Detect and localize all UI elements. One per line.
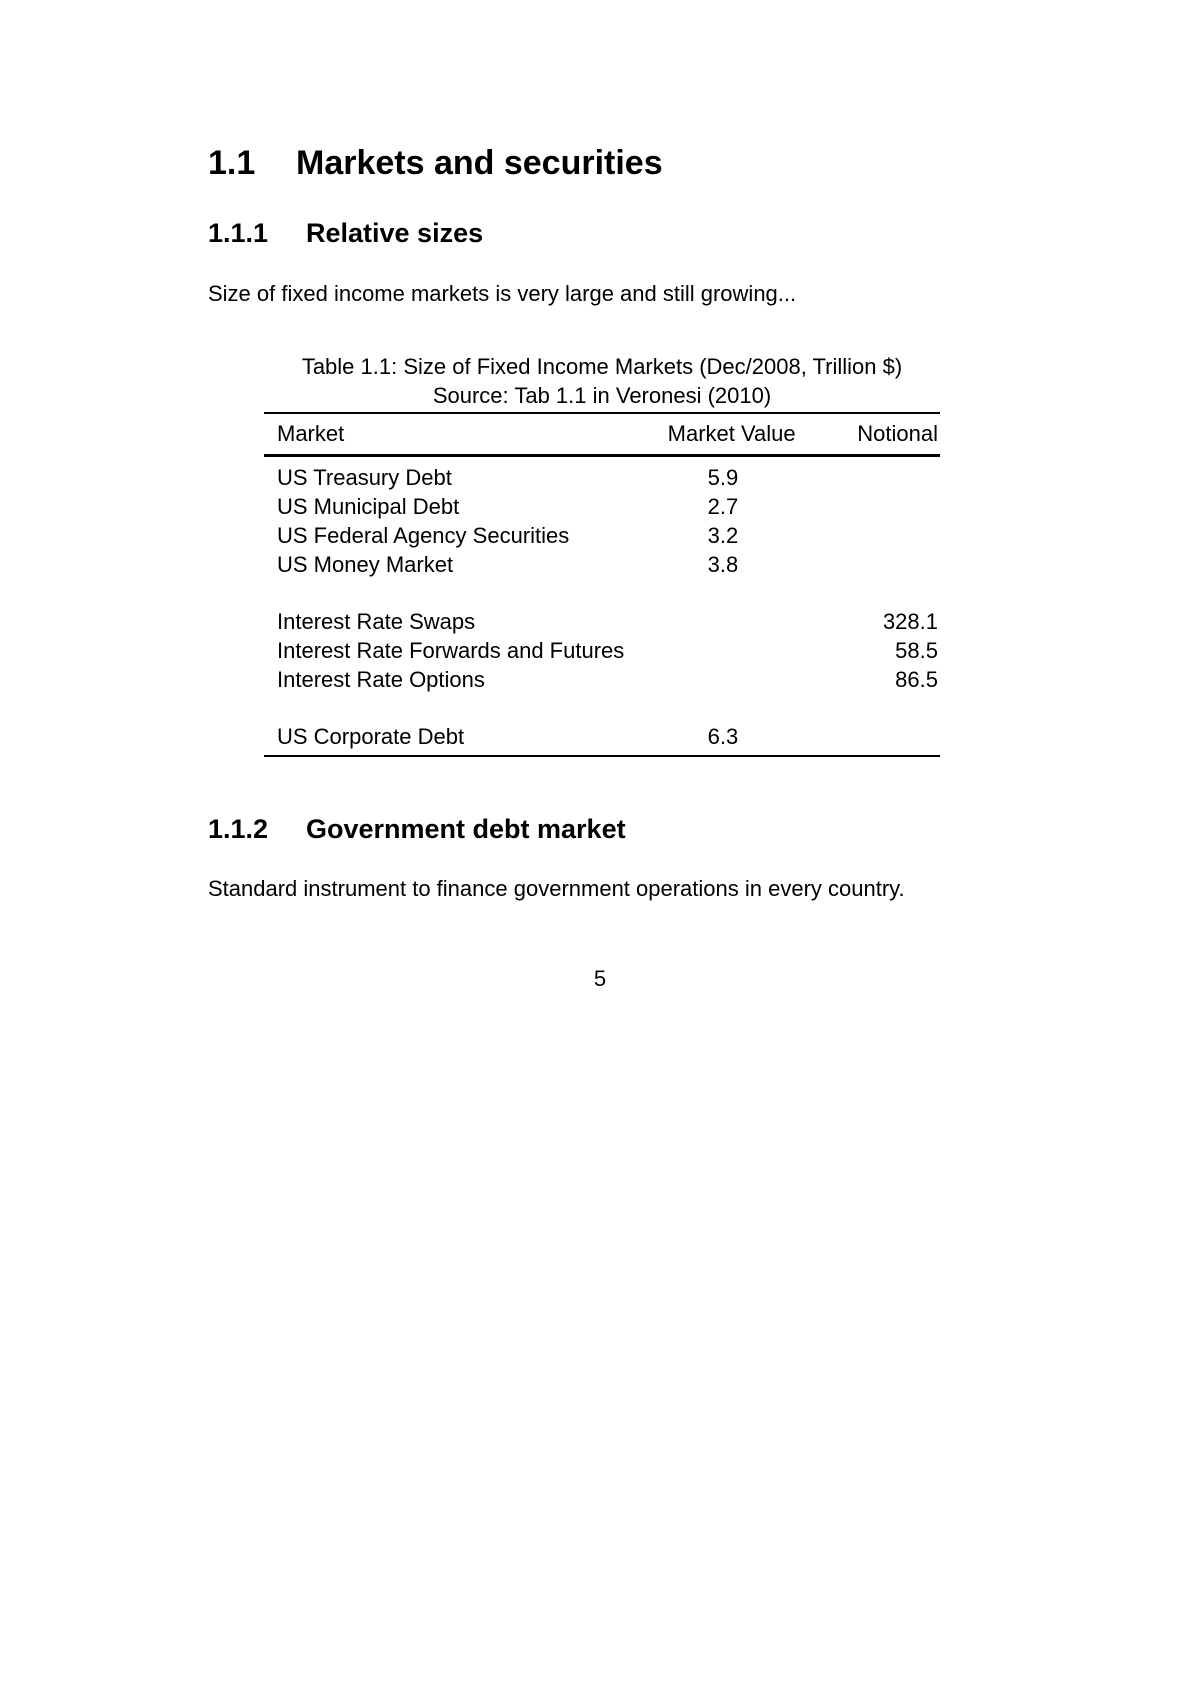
cell-market: Interest Rate Swaps	[277, 609, 476, 634]
table-header-row	[264, 413, 940, 456]
cell-market: US Municipal Debt	[277, 494, 460, 519]
table-row	[264, 665, 940, 694]
cell-market-value: 5.9	[707, 465, 739, 490]
cell-market: US Treasury Debt	[277, 465, 452, 490]
cell-notional	[840, 521, 940, 550]
header-notional: Notional	[857, 421, 938, 446]
section-heading	[208, 144, 663, 183]
header-market: Market	[277, 421, 345, 446]
table-caption-source: Source: Tab 1.1 in Veronesi (2010)	[432, 383, 772, 408]
subsection-heading-government-debt	[208, 814, 626, 845]
table	[264, 412, 940, 757]
table-caption-title: Table 1.1: Size of Fixed Income Markets (Dec/2008, Trillion $)	[301, 354, 903, 379]
table-row	[264, 636, 940, 665]
cell-notional	[840, 722, 940, 756]
cell-notional: 58.5	[895, 638, 938, 663]
paragraph-relative-sizes: Size of fixed income markets is very large and still growing...	[208, 281, 797, 306]
cell-notional: 328.1	[882, 609, 938, 634]
cell-market: Interest Rate Options	[277, 667, 485, 692]
cell-notional	[840, 550, 940, 579]
cell-market: US Money Market	[277, 552, 454, 577]
table-row	[264, 607, 940, 636]
subsection-number: 1.1.2	[208, 814, 269, 844]
spacer-cell	[264, 579, 940, 607]
section-number: 1.1	[208, 144, 256, 182]
cell-market-value	[668, 665, 840, 694]
table-spacer-row	[264, 579, 940, 607]
cell-market-value: 2.7	[707, 494, 739, 519]
cell-market-value: 3.8	[707, 552, 739, 577]
spacer-cell	[264, 694, 940, 722]
subsection-title: Government debt market	[306, 814, 626, 844]
table-spacer-row	[264, 694, 940, 722]
cell-notional	[840, 492, 940, 521]
fixed-income-table	[264, 412, 940, 757]
table-row	[264, 492, 940, 521]
cell-market: Interest Rate Forwards and Futures	[277, 638, 625, 663]
cell-market-value: 6.3	[707, 724, 739, 749]
table-row	[264, 550, 940, 579]
table-row	[264, 456, 940, 493]
subsection-title: Relative sizes	[306, 218, 484, 248]
paragraph-government-debt: Standard instrument to finance government operations in every country.	[208, 876, 905, 901]
table-row	[264, 521, 940, 550]
cell-market-value	[668, 636, 840, 665]
cell-market-value: 3.2	[707, 523, 739, 548]
header-market-value: Market Value	[667, 421, 796, 446]
cell-notional	[840, 456, 940, 493]
cell-market: US Corporate Debt	[277, 724, 465, 749]
table-caption	[264, 352, 940, 410]
subsection-heading-relative-sizes	[208, 218, 483, 249]
cell-notional: 86.5	[895, 667, 938, 692]
subsection-number: 1.1.1	[208, 218, 269, 248]
page-number: 5	[593, 966, 607, 991]
section-title: Markets and securities	[296, 144, 663, 182]
table-row	[264, 722, 940, 756]
cell-market: US Federal Agency Securities	[277, 523, 570, 548]
cell-market-value	[668, 607, 840, 636]
